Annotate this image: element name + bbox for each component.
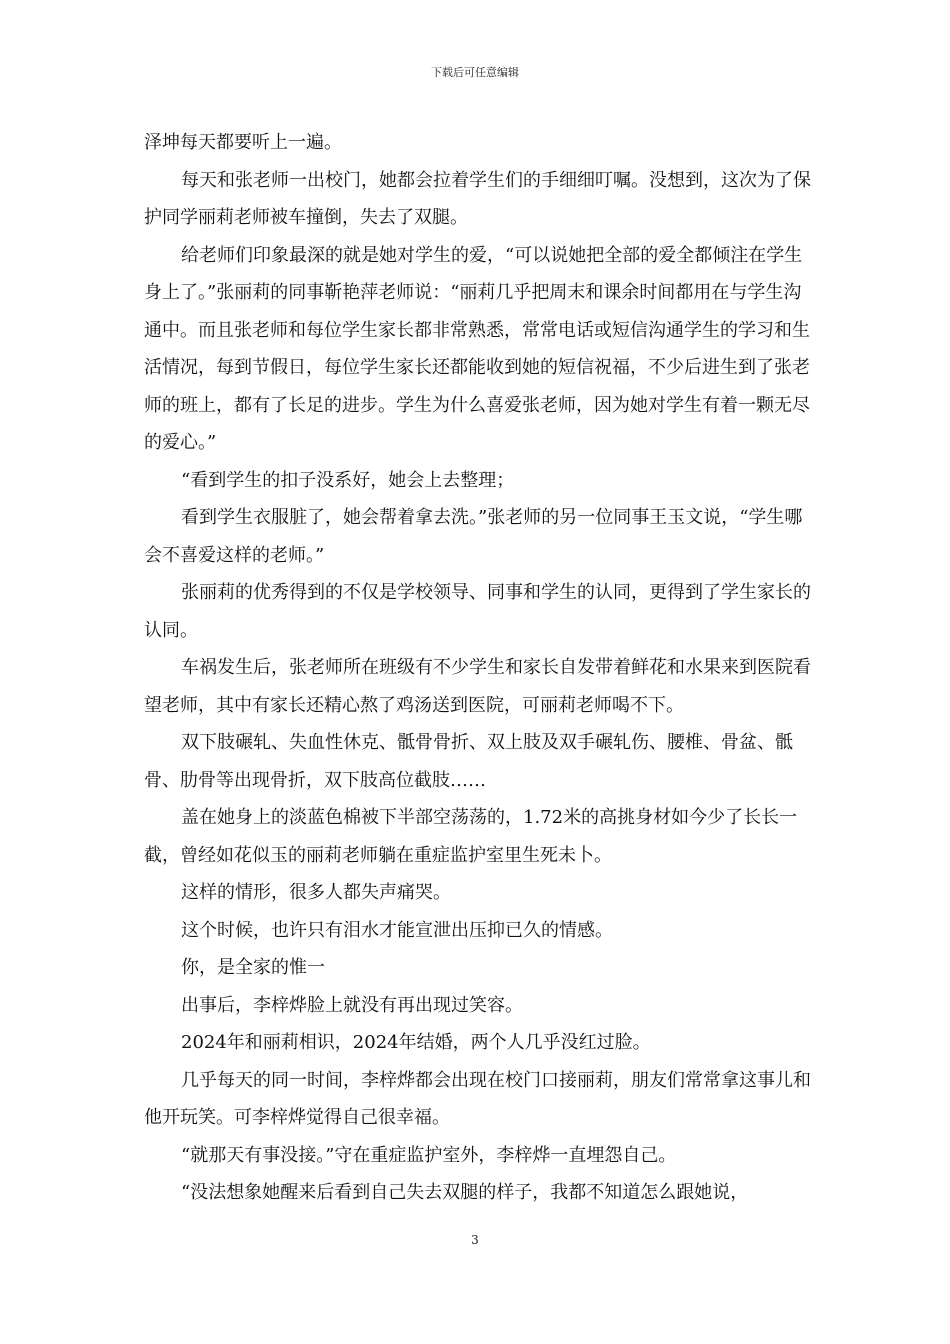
page-number: 3: [471, 1233, 479, 1247]
paragraph: 看到学生衣服脏了，她会帮着拿去洗。”张老师的另一位同事王玉文说，“学生哪会不喜爱这样的老师。”: [144, 507, 803, 566]
paragraph: 每天和张老师一出校门，她都会拉着学生们的手细细叮嘱。没想到，这次为了保护同学丽莉老师被车撞倒，失去了双腿。: [144, 169, 811, 228]
paragraph: 这个时候，也许只有泪水才能宣泄出压抑已久的情感。: [181, 919, 613, 941]
paragraph: 泽坤每天都要听上一遍。: [144, 132, 342, 153]
page-header: 下载后可任意编辑: [431, 66, 519, 79]
paragraph: “没法想象她醒来后看到自己失去双腿的样子，我都不知道怎么跟她说，: [181, 1182, 749, 1203]
paragraph: “就那天有事没接。”守在重症监护室外，李梓烨一直埋怨自己。: [181, 1144, 677, 1166]
paragraph: 张丽莉的优秀得到的不仅是学校领导、同事和学生的认同，更得到了学生家长的认同。: [144, 582, 811, 641]
paragraph: 车祸发生后，张老师所在班级有不少学生和家长自发带着鲜花和水果来到医院看望老师，其中有家长还精心熬了鸡汤送到医院，可丽莉老师喝不下。: [144, 657, 811, 716]
paragraph: “看到学生的扣子没系好，她会上去整理；: [181, 469, 515, 491]
paragraph: 2024年和丽莉相识，2024年结婚，两个人几乎没红过脸。: [181, 1032, 651, 1053]
section-heading: 你，是全家的惟一: [181, 957, 325, 978]
paragraph: 这样的情形，很多人都失声痛哭。: [181, 882, 451, 903]
paragraph: 盖在她身上的淡蓝色棉被下半部空荡荡的，1.72米的高挑身材如今少了长长一截，曾经如花似玉的丽莉老师躺在重症监护室里生死未卜。: [144, 807, 798, 866]
paragraph: 出事后，李梓烨脸上就没有再出现过笑容。: [181, 994, 523, 1016]
paragraph: 给老师们印象最深的就是她对学生的爱，“可以说她把全部的爱全都倾注在学生身上了。”张丽莉的同事靳艳萍老师说：“丽莉几乎把周末和课余时间都用在与学生沟通中。而且张老师和每位学生家长都非常熟悉，常常电话或短信沟通学生的学习和生活情况，每到节假日，每位学生家长还都能收到她的短信祝福，不少后进生到了张老师的班上，都有了长足的进步。学生为什么喜爱张老师，因为她对学生有着一颗无尽的爱心。”: [144, 244, 810, 453]
paragraph: 双下肢碾轧、失血性休克、骶骨骨折、双上肢及双手碾轧伤、腰椎、骨盆、骶骨、肋骨等出现骨折，双下肢高位截肢……: [144, 732, 793, 791]
document-body: [144, 124, 812, 1212]
paragraph: 几乎每天的同一时间，李梓烨都会出现在校门口接丽莉，朋友们常常拿这事儿和他开玩笑。可李梓烨觉得自己很幸福。: [144, 1069, 811, 1128]
